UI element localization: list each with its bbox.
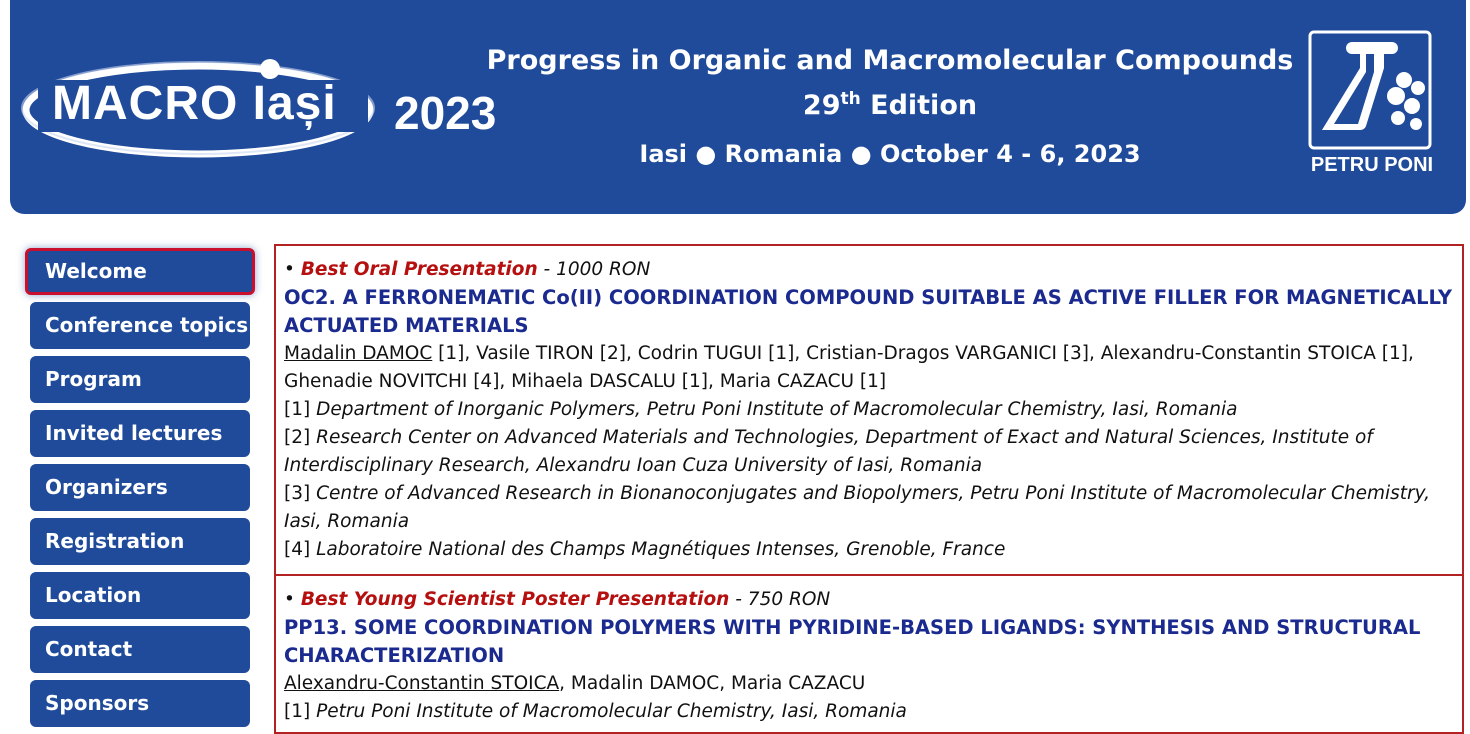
other-authors: [1], Vasile TIRON [2], Codrin TUGUI [1], Cristian-Dragos VARGANICI [3], Alexandru-Constantin STOICA [1], Ghenadie NOVITCHI [4], Mihaela DASCALU [1], Maria CAZACU [1] — [284, 343, 1414, 392]
affiliation-number: [1] — [284, 701, 317, 722]
macro-iasi-logo[interactable] — [18, 52, 508, 172]
awards-panel — [274, 244, 1464, 734]
paper-title[interactable]: OC2. A FERRONEMATIC Co(II) COORDINATION COMPOUND SUITABLE AS ACTIVE FILLER FOR MAGNETICALLY ACTUATED MATERIALS — [284, 286, 1453, 337]
affiliation-text: Petru Poni Institute of Macromolecular Chemistry, Iasi, Romania — [316, 701, 907, 722]
nav-item-conference-topics[interactable]: Conference topics — [30, 302, 250, 349]
logo-text: MACRO Iași — [52, 77, 337, 130]
award-name: Best Oral Presentation — [300, 259, 538, 280]
affiliation — [284, 536, 1454, 564]
flask-icon — [1308, 28, 1436, 150]
award-entry — [276, 246, 1462, 564]
affiliation-text: Research Center on Advanced Materials and Technologies, Department of Exact and Natural Sciences, Institute of Interdisciplinary Research, Alexandru Ioan Cuza University of Iasi, Romania — [284, 427, 1373, 476]
conference-location: Iasi ● Romania ● October 4 - 6, 2023 — [639, 140, 1141, 168]
award-heading — [284, 586, 1454, 614]
paper-title[interactable]: PP13. SOME COORDINATION POLYMERS WITH PYRIDINE-BASED LIGANDS: SYNTHESIS AND STRUCTURAL CHARACTERIZATION — [284, 616, 1421, 667]
affiliation-number: [1] — [284, 399, 317, 420]
affiliation-number: [2] — [284, 427, 317, 448]
conference-name: Progress in Organic and Macromolecular Compounds — [486, 45, 1294, 76]
conference-title — [480, 42, 1300, 125]
affiliation — [284, 698, 1454, 726]
main-navigation — [25, 248, 255, 734]
conference-edition — [480, 80, 1300, 125]
author-list — [284, 340, 1454, 396]
presenting-author: Madalin DAMOC — [284, 343, 433, 364]
presenting-author: Alexandru-Constantin STOICA — [284, 673, 560, 694]
author-list — [284, 670, 1454, 698]
nav-item-sponsors[interactable]: Sponsors — [30, 680, 250, 727]
award-prize: - 750 RON — [729, 589, 831, 610]
nav-item-organizers[interactable]: Organizers — [30, 464, 250, 511]
site-header — [10, 0, 1466, 214]
nav-item-contact[interactable]: Contact — [30, 626, 250, 673]
bullet: • — [284, 589, 295, 610]
affiliation-text: Department of Inorganic Polymers, Petru Poni Institute of Macromolecular Chemistry, Iasi, Romania — [316, 399, 1238, 420]
logo-year: 2023 — [394, 87, 497, 139]
affiliation-number: [3] — [284, 483, 317, 504]
affiliation — [284, 480, 1454, 536]
affiliation — [284, 424, 1454, 480]
nav-item-invited-lectures[interactable]: Invited lectures — [30, 410, 250, 457]
nav-item-program[interactable]: Program — [30, 356, 250, 403]
affiliation-text: Laboratoire National des Champs Magnétiques Intenses, Grenoble, France — [316, 539, 1006, 560]
award-heading — [284, 256, 1454, 284]
other-authors: , Madalin DAMOC, Maria CAZACU — [559, 673, 866, 694]
edition-word: Edition — [870, 90, 978, 121]
award-entry — [276, 574, 1462, 726]
edition-suffix: th — [840, 89, 861, 109]
affiliation-text: Centre of Advanced Research in Bionanoconjugates and Biopolymers, Petru Poni Institute of Macromolecular Chemistry, Iasi, Romania — [284, 483, 1431, 532]
affiliation-number: [4] — [284, 539, 317, 560]
nav-item-registration[interactable]: Registration — [30, 518, 250, 565]
bullet: • — [284, 259, 295, 280]
edition-number: 29 — [802, 90, 841, 121]
affiliation — [284, 396, 1454, 424]
petru-poni-text: PETRU PONI — [1310, 154, 1434, 176]
award-prize: - 1000 RON — [537, 259, 651, 280]
award-name: Best Young Scientist Poster Presentation — [300, 589, 730, 610]
nav-item-welcome[interactable]: Welcome — [25, 248, 255, 295]
nav-item-location[interactable]: Location — [30, 572, 250, 619]
petru-poni-logo[interactable] — [1308, 28, 1436, 188]
